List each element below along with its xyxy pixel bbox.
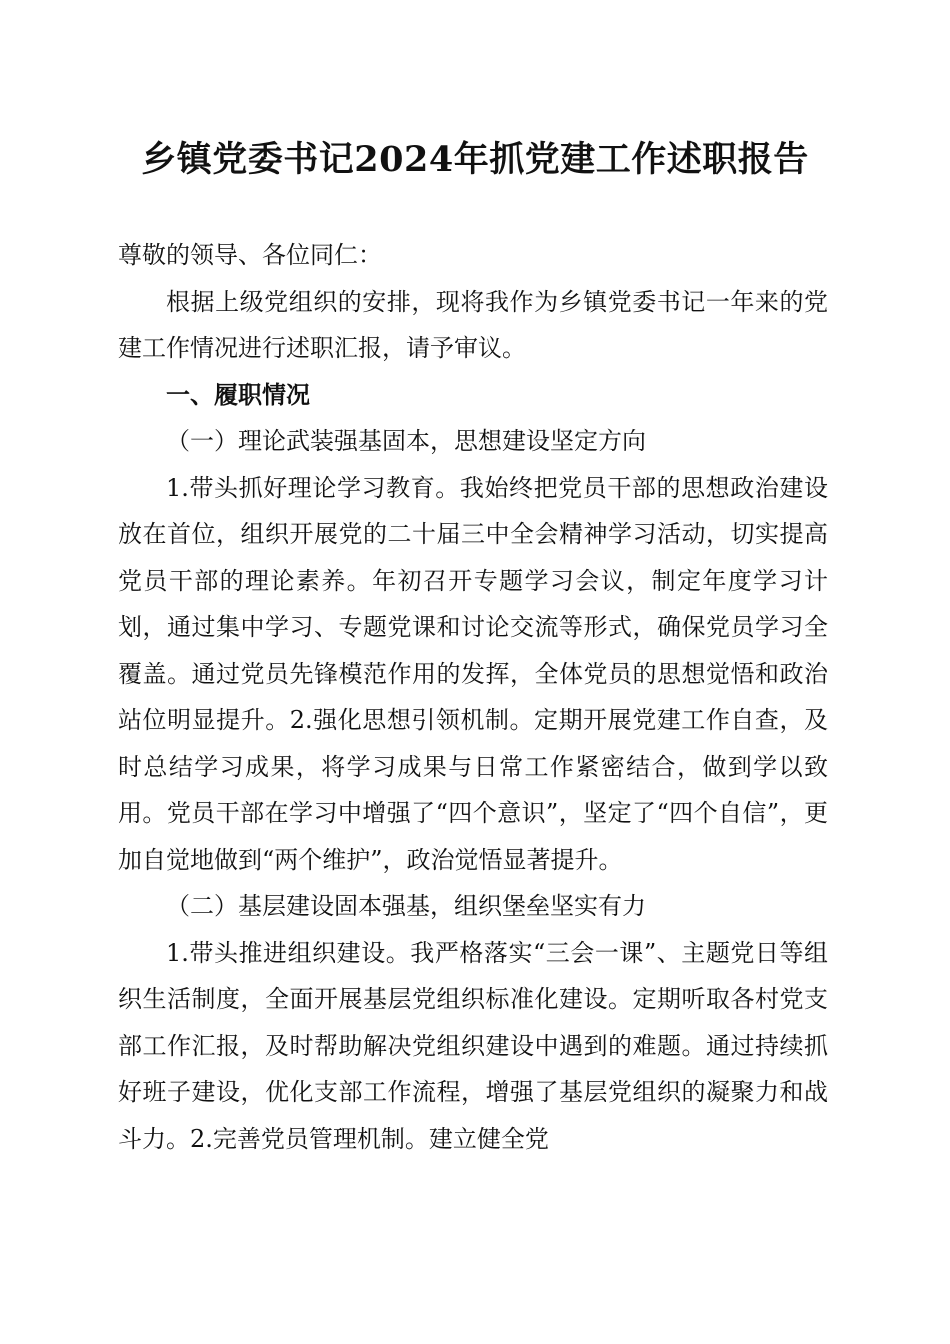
subsection-paragraph-2: 1.带头推进组织建设。我严格落实“三会一课”、主题党日等组织生活制度，全面开展基层党组织标准化建设。定期听取各村党支部工作汇报，及时帮助解决党组织建设中遇到的难题。通过持续抓好班子建设，优化支部工作流程，增强了基层党组织的凝聚力和战斗力。2.完善党员管理机制。建立健全党 xyxy=(118,938,828,1153)
subsection-paragraph-1: 1.带头抓好理论学习教育。我始终把党员干部的思想政治建设放在首位，组织开展党的二十届三中全会精神学习活动，切实提高党员干部的理论素养。年初召开专题学习会议，制定年度学习计划，通过集中学习、专题党课和讨论交流等形式，确保党员学习全覆盖。通过党员先锋模范作用的发挥，全体党员的思想觉悟和政治站位明显提升。2.强化思想引领机制。定期开展党建工作自查，及时总结学习成果，将学习成果与日常工作紧密结合，做到学以致用。党员干部在学习中增强了“四个意识”，坚定了“四个自信”，更加自觉地做到“两个维护”，政治觉悟显著提升。 xyxy=(118,473,828,874)
section-heading-1: 一、履职情况 xyxy=(166,379,310,409)
intro-paragraph: 根据上级党组织的安排，现将我作为乡镇党委书记一年来的党建工作情况进行述职汇报，请予审议。 xyxy=(118,287,828,362)
subsection-heading-2: （二）基层建设固本强基，组织堡垒坚实有力 xyxy=(166,892,646,920)
document-body xyxy=(118,232,828,1162)
salutation: 尊敬的领导、各位同仁： xyxy=(118,241,382,269)
document-title: 乡镇党委书记2024年抓党建工作述职报告 xyxy=(141,139,809,180)
subsection-heading-1: （一）理论武装强基固本，思想建设坚定方向 xyxy=(166,427,646,455)
